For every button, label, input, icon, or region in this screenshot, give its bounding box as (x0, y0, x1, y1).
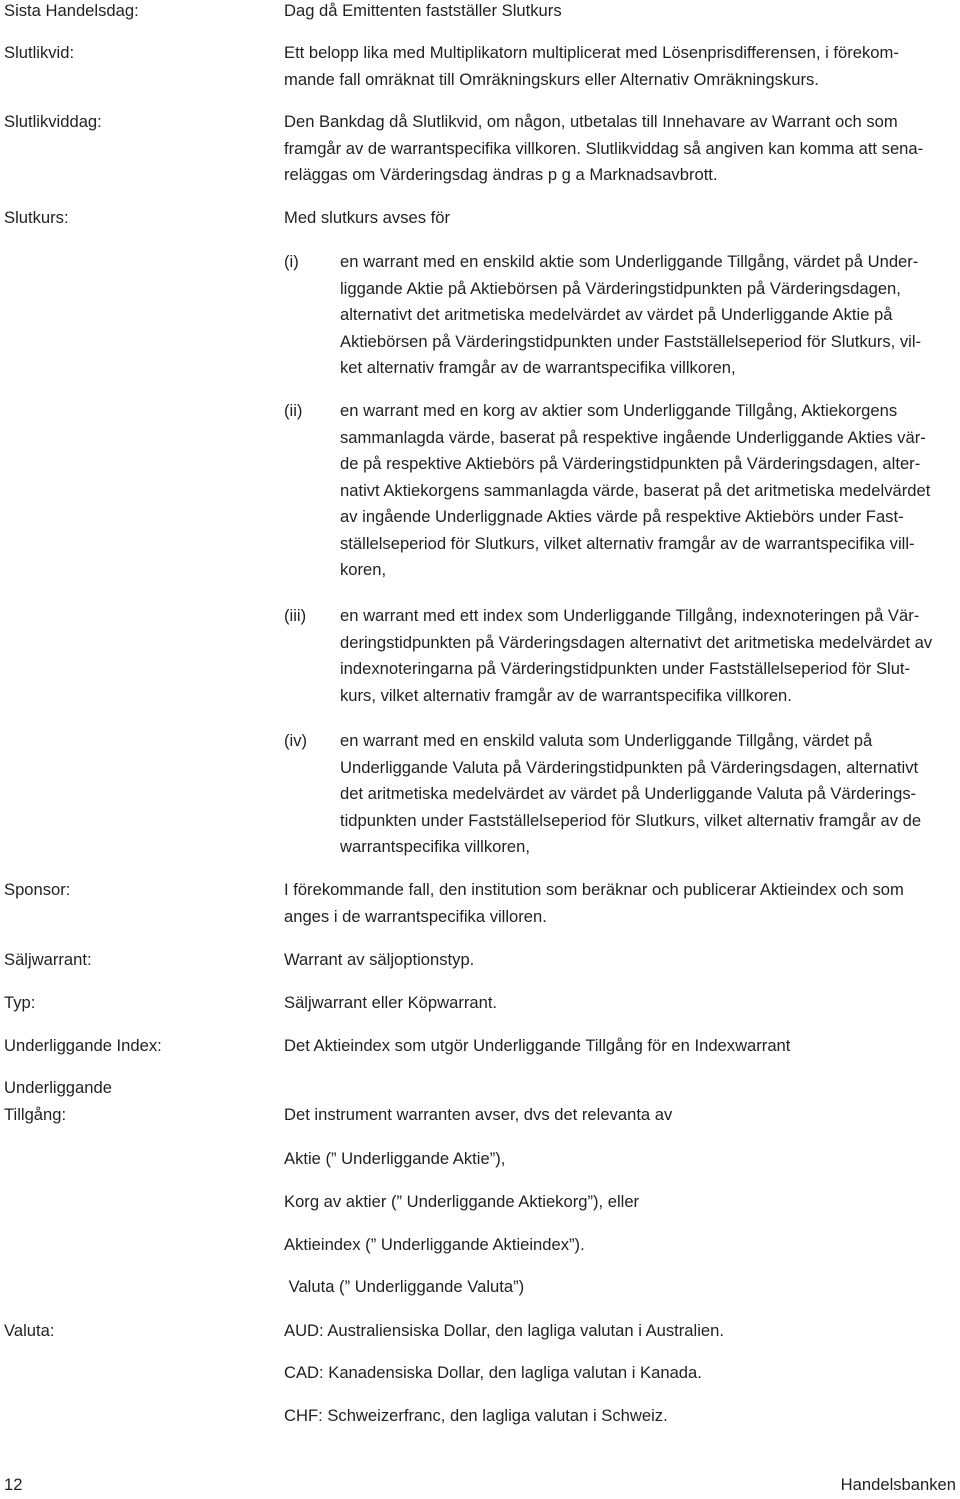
currency-item-chf: CHF: Schweizerfranc, den lagliga valutan i Schweiz. (284, 1406, 668, 1425)
term-label: Valuta: (4, 1321, 55, 1340)
text-line: Den Bankdag då Slutlikvid, om någon, utbetalas till Innehavare av Warrant och som (284, 112, 898, 131)
text-line: Underliggande Valuta på Värderingstidpunkten på Värderingsdagen, alternativt (340, 757, 919, 777)
term-line: Underliggande (4, 1078, 112, 1097)
text-line: ket alternativ framgår av de warrantspecifika villkoren, (340, 358, 736, 377)
definition-text: Warrant av säljoptionstyp. (284, 950, 475, 969)
item-number: (iv) (284, 731, 308, 750)
text-line: deringstidpunkten på Värderingsdagen alternativt det aritmetiska medelvärdet av (340, 632, 933, 652)
currency-item-cad: CAD: Kanadensiska Dollar, den lagliga valutan i Kanada. (284, 1363, 702, 1382)
term-label: Sista Handelsdag: (4, 1, 139, 20)
text-line: warrantspecifika villkoren, (340, 837, 530, 856)
text-line: mande fall omräknat till Omräkningskurs eller Alternativ Omräkningskurs. (284, 69, 819, 89)
term-label: Sponsor: (4, 880, 71, 899)
text-line: de på respektive Aktiebörs på Värderingstidpunkten på Värderingsdagen, alter- (340, 454, 921, 473)
text-line: alternativt det aritmetiska medelvärdet av värdet på Underliggande Aktie på (340, 305, 893, 324)
item-text (340, 603, 960, 709)
term-line: Tillgång: (4, 1104, 67, 1124)
text-line: framgår av de warrantspecifika villkoren. Slutlikviddag så angiven kan komma att sena- (284, 138, 924, 158)
text-line: koren, (340, 560, 387, 579)
option-text: Aktie (” Underliggande Aktie”), (284, 1149, 506, 1168)
definition-text: Med slutkurs avses för (284, 208, 450, 227)
item-number: (i) (284, 252, 299, 271)
text-line: tidpunkten under Fastställelseperiod för Slutkurs, vilket alternativ framgår av de (340, 810, 922, 830)
text-line: Ett belopp lika med Multiplikatorn multiplicerat med Lösenprisdifferensen, i förekom- (284, 43, 899, 62)
definition-text: Dag då Emittenten fastställer Slutkurs (284, 1, 562, 20)
text-line: kurs, vilket alternativ framgår av de warrantspecifika villkoren. (340, 685, 792, 705)
text-line: ställelseperiod för Slutkurs, vilket alternativ framgår av de warrantspecifika vill- (340, 533, 915, 553)
text-line: liggande Aktie på Aktiebörsen på Värderingstidpunkten på Värderingsdagen, (340, 278, 901, 298)
term-label: Slutlikviddag: (4, 112, 102, 131)
text-line: av ingående Underliggnade Akties värde på respektive Aktiebörs under Fast- (340, 507, 904, 526)
term-label: Slutlikvid: (4, 43, 75, 62)
item-text (340, 728, 960, 861)
definition-text: Det Aktieindex som utgör Underliggande Tillgång för en Indexwarrant (284, 1036, 791, 1055)
text-line: en warrant med en enskild aktie som Underliggande Tillgång, värdet på Under- (340, 252, 919, 271)
text-line: en warrant med ett index som Underliggande Tillgång, indexnoteringen på Vär- (340, 606, 920, 625)
term-label (4, 1075, 274, 1128)
option-text: Aktieindex (” Underliggande Aktieindex”). (284, 1235, 585, 1254)
term-label: Underliggande Index: (4, 1036, 162, 1055)
definition-text: Säljwarrant eller Köpwarrant. (284, 993, 498, 1012)
term-label: Slutkurs: (4, 208, 69, 227)
term-label: Säljwarrant: (4, 950, 92, 969)
option-text: Korg av aktier (” Underliggande Aktiekorg”), eller (284, 1192, 640, 1211)
definition-text: Det instrument warranten avser, dvs det relevanta av (284, 1105, 673, 1124)
text-line: en warrant med en enskild valuta som Underliggande Tillgång, värdet på (340, 731, 873, 750)
definition-text (284, 109, 956, 189)
text-line: nativt Aktiekorgens sammanlagda värde, baserat på det aritmetiska medelvärdet (340, 480, 931, 500)
term-label: Typ: (4, 993, 36, 1012)
definition-text (284, 40, 956, 93)
item-number: (ii) (284, 401, 303, 420)
currency-item-aud: AUD: Australiensiska Dollar, den lagliga valutan i Australien. (284, 1321, 724, 1340)
option-text: Valuta (” Underliggande Valuta”) (284, 1277, 525, 1296)
text-line: Aktiebörsen på Värderingstidpunkten under Fastställelseperiod för Slutkurs, vil- (340, 331, 922, 351)
text-line: indexnoteringarna på Värderingstidpunkten under Fastställelseperiod för Slut- (340, 659, 911, 678)
text-line: sammanlagda värde, baserat på respektive ingående Underliggande Akties vär- (340, 427, 926, 447)
text-line: det aritmetiska medelvärdet av värdet på Underliggande Valuta på Värderings- (340, 784, 917, 803)
definition-text (284, 877, 956, 930)
text-line: anges i de warrantspecifika villoren. (284, 906, 547, 926)
text-line: I förekommande fall, den institution som beräknar och publicerar Aktieindex och som (284, 880, 904, 899)
page-number: 12 (4, 1475, 23, 1494)
brand-name: Handelsbanken (840, 1475, 956, 1494)
item-number: (iii) (284, 606, 307, 625)
item-text (340, 249, 960, 382)
text-line: en warrant med en korg av aktier som Underliggande Tillgång, Aktiekorgens (340, 401, 898, 420)
text-line: reläggas om Värderingsdag ändras p g a Marknadsavbrott. (284, 165, 718, 184)
item-text (340, 398, 960, 584)
